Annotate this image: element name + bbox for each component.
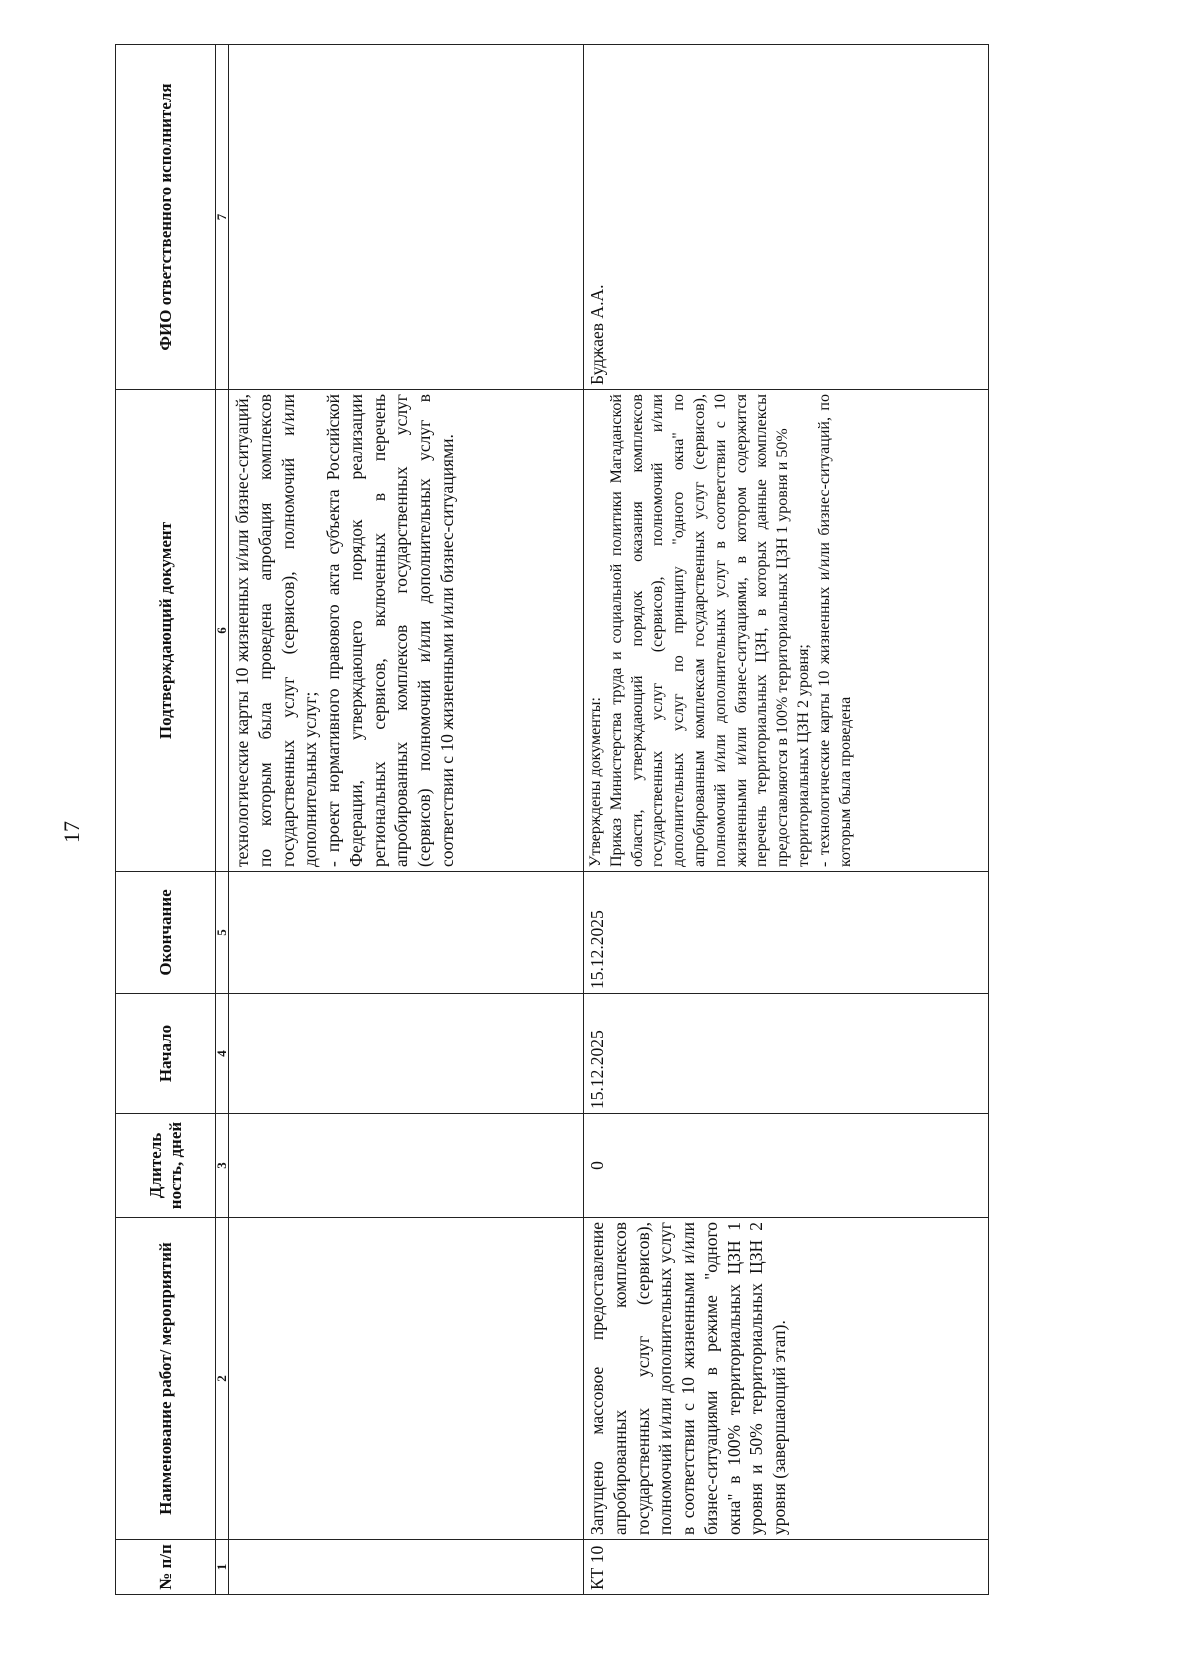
row-duration: 0 xyxy=(584,1114,989,1218)
column-number: 4 xyxy=(216,994,229,1114)
plan-table xyxy=(115,44,989,1595)
header-person: ФИО ответственного исполнителя xyxy=(116,45,216,390)
header-row xyxy=(116,45,216,1595)
column-number: 5 xyxy=(216,872,229,994)
column-number-row xyxy=(216,45,229,1595)
column-number: 7 xyxy=(216,45,229,390)
column-number: 3 xyxy=(216,1114,229,1218)
row-start xyxy=(229,994,584,1114)
row-name: Запущено массовое предоставление апробированных комплексов государственных услуг (сервисов), полномочий и/или дополнительных услуг в соответствии с 10 жизненными и/или бизнес-ситуациями в режиме "одного окна" в 100% территориальных ЦЗН 1 уровня и 50% территориальных ЦЗН 2 уровня (завершающий этап). xyxy=(584,1218,989,1540)
doc-line: технологические карты 10 жизненных и/или бизнес-ситуаций, по которым была проведена апробация комплексов государственных услуг (сервисов), полномочий и/или дополнительных услуг; xyxy=(232,394,321,867)
row-end xyxy=(229,872,584,994)
column-number: 6 xyxy=(216,390,229,872)
header-num: № п/п xyxy=(116,1540,216,1595)
row-doc xyxy=(229,390,584,872)
row-doc xyxy=(584,390,989,872)
header-start: Начало xyxy=(116,994,216,1114)
table-row xyxy=(229,45,584,1595)
doc-line: территориальных ЦЗН 2 уровня; xyxy=(794,644,812,867)
table-row xyxy=(584,45,989,1595)
row-num: КТ 10 xyxy=(584,1540,989,1595)
page-number: 17 xyxy=(59,821,84,843)
doc-line: Утверждены документы: xyxy=(587,697,604,867)
row-person xyxy=(229,45,584,390)
header-duration: Длитель ность, дней xyxy=(116,1114,216,1218)
header-name: Наименование работ/ мероприятий xyxy=(116,1218,216,1540)
row-duration xyxy=(229,1114,584,1218)
rotated-table-sheet xyxy=(115,45,995,1595)
row-name xyxy=(229,1218,584,1540)
row-num xyxy=(229,1540,584,1595)
row-start: 15.12.2025 xyxy=(584,994,989,1114)
doc-line: Приказ Министерства труда и социальной политики Магаданской области, утверждающий порядок оказания комплексов государственных услуг (сервисов), полномочий и/или дополнительных услуг по принципу "одного окна" по апробированным комплексам государственных услуг (сервисов), полномочий и/или дополнительных услуг в соответствии с 10 жизненными и/или бизнес-ситуациями, в котором содержится перечень территориальных ЦЗН, в которых данные комплексы предоставляются в 100% территориальных ЦЗН 1 уровня и 50% xyxy=(607,394,792,867)
header-end: Окончание xyxy=(116,872,216,994)
doc-line: - технологические карты 10 жизненных и/или бизнес-ситуаций, по которым была проведена xyxy=(815,394,854,867)
row-end: 15.12.2025 xyxy=(584,872,989,994)
header-doc: Подтверждающий документ xyxy=(116,390,216,872)
row-person: Буджаев А.А. xyxy=(584,45,989,390)
doc-line: - проект нормативного правового акта субъекта Российской Федерации, утверждающего порядок реализации региональных сервисов, включенных в перечень апробированных комплексов государственных услуг (сервисов) полномочий и/или дополнительных услуг в соответствии с 10 жизненными и/или бизнес-ситуациями. xyxy=(323,394,457,867)
column-number: 1 xyxy=(216,1540,229,1595)
column-number: 2 xyxy=(216,1218,229,1540)
